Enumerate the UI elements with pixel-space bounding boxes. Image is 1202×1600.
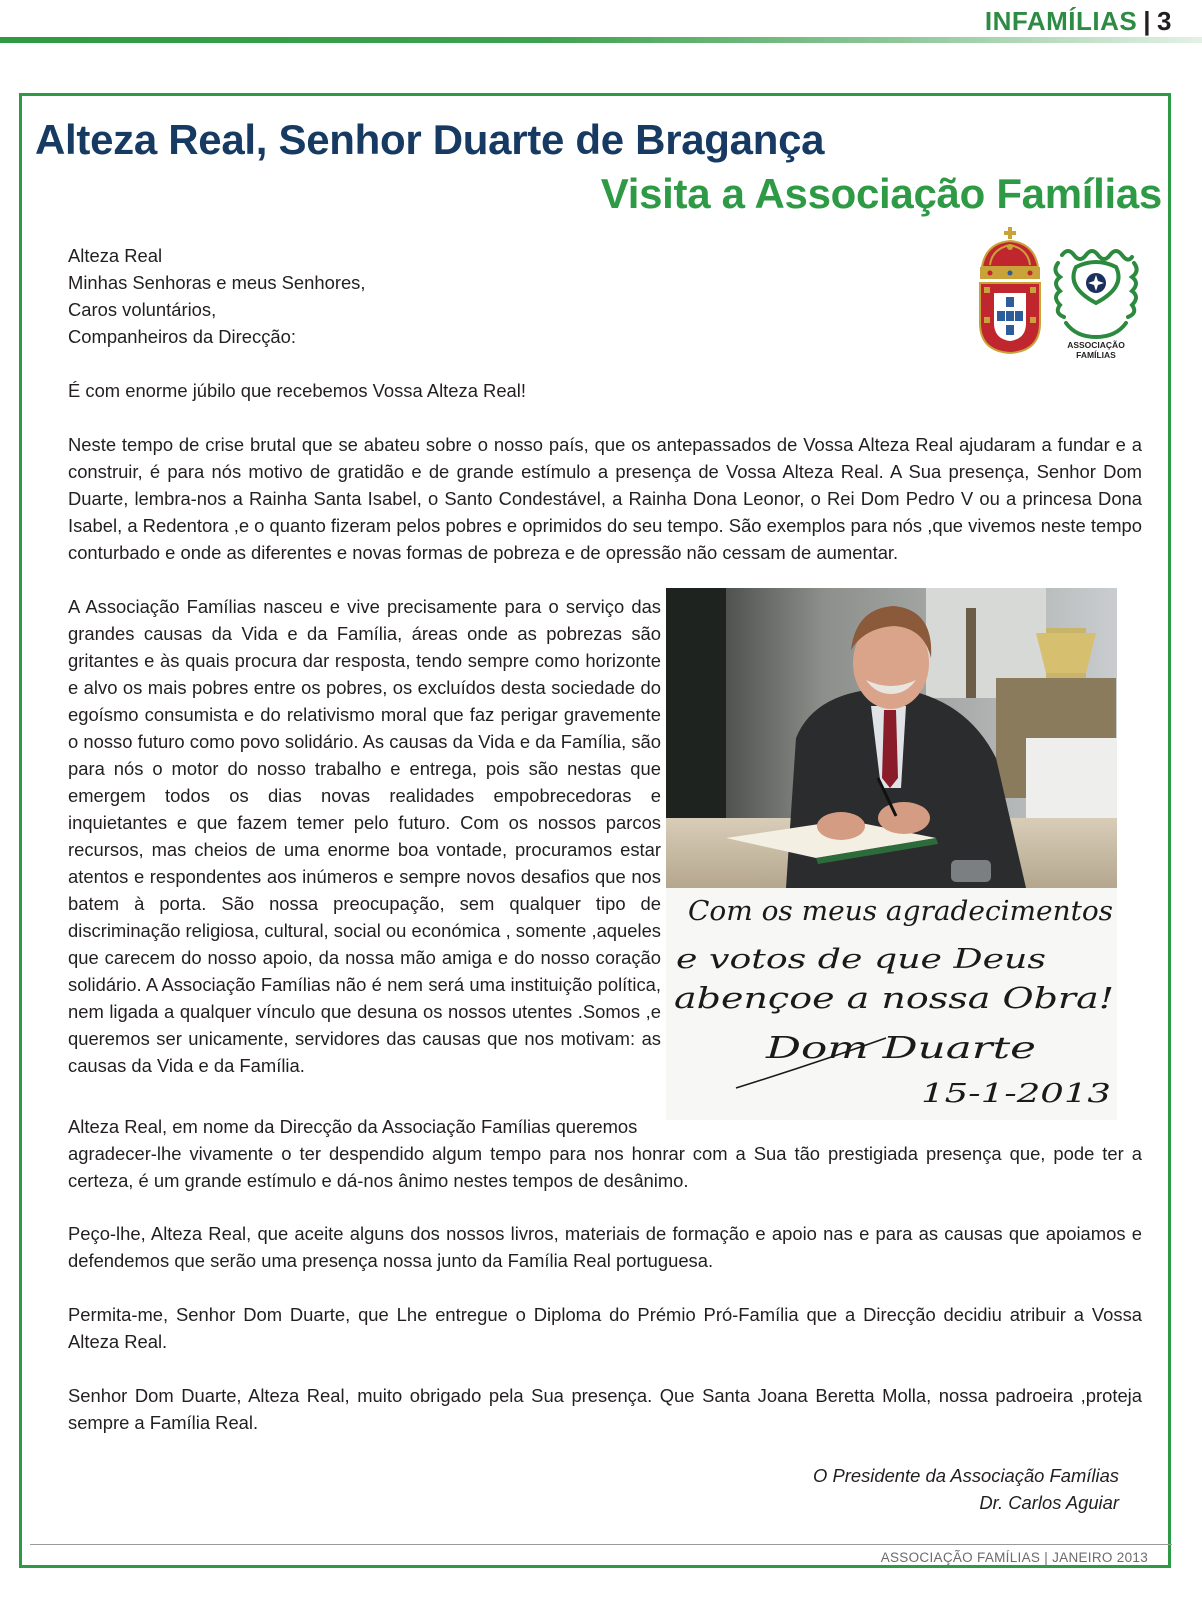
header-title [985, 6, 1172, 37]
handwriting-signed: Dom Duarte [764, 1031, 1036, 1066]
signature-name: Dr. Carlos Aguiar [979, 1492, 1119, 1513]
paragraph-thanks [68, 1113, 1142, 1194]
association-logo-text [1052, 340, 1140, 360]
paragraph-crisis: Neste tempo de crise brutal que se abateu sobre o nosso país, que os antepassados de Vossa Alteza Real ajudaram a fundar e a construir, é para nós motivo de gratidão e de grande estímulo a presença de Vossa Alteza Real. A Sua presença, Senhor Dom Duarte, lembra-nos a Rainha Santa Isabel, o Santo Condestável, a Rainha Dona Leonor, o Rei Dom Pedro V ou a princesa Dona Isabel, a Redentora ,e o quanto fizeram pelos pobres e oprimidos do seu tempo. São exemplos para nós ,que vivemos neste tempo conturbado e onde as diferentes e novas formas de pobreza e de opressão não cessam de aumentar. [68, 434, 1142, 563]
handwriting-line-3: abençoe a nossa Obra! [674, 981, 1114, 1015]
paragraph-diploma: Permita-me, Senhor Dom Duarte, que Lhe entregue o Diploma do Prémio Pró-Família que a Direcção decidiu atribuir a Vossa Alteza Real. [68, 1304, 1142, 1352]
article-title: Alteza Real, Senhor Duarte de Bragança [35, 116, 825, 163]
footer-rule [30, 1544, 1172, 1545]
article-subtitle: Visita a Associação Famílias [600, 170, 1162, 217]
magazine-name: INFAMÍLIAS [984, 6, 1138, 36]
association-logo-text-line2: FAMÍLIAS [1076, 350, 1116, 360]
header-separator: | [1143, 6, 1152, 36]
handwritten-dedication [666, 888, 1117, 1120]
handwriting-line-1: Com os meus agradecimentos [688, 896, 1113, 927]
signature-role: O Presidente da Associação Famílias [813, 1465, 1119, 1486]
paragraph-closing: Senhor Dom Duarte, Alteza Real, muito obrigado pela Sua presença. Que Santa Joana Beretta Molla, nossa padroeira ,proteja sempre a Família Real. [68, 1385, 1142, 1433]
greeting-block [68, 242, 568, 350]
greeting-line: Alteza Real [68, 245, 163, 266]
association-logo-text-line1: ASSOCIAÇÃO [1067, 340, 1125, 350]
greeting-line: Minhas Senhoras e meus Senhores, [68, 272, 366, 293]
signature-block [813, 1462, 1119, 1516]
footer-text: ASSOCIAÇÃO FAMÍLIAS | JANEIRO 2013 [880, 1550, 1148, 1565]
greeting-line: Caros voluntários, [68, 299, 217, 320]
handwriting-line-2: e votos de que Deus [676, 944, 1046, 975]
intro-sentence: É com enorme júbilo que recebemos Vossa Alteza Real! [68, 380, 526, 401]
handwriting-date: 15-1-2013 [921, 1079, 1111, 1109]
page-number: 3 [1157, 6, 1172, 36]
header-rule [0, 37, 1202, 43]
paragraph-books: Peço-lhe, Alteza Real, que aceite alguns dos nossos livros, materiais de formação e apoio nas e para as causas que apoiamos e defendemos que serão uma presença nossa junto da Família Real portuguesa. [68, 1223, 1142, 1271]
photo-duke-signing-book [666, 588, 1117, 888]
greeting-line: Companheiros da Direcção: [68, 326, 296, 347]
paragraph-thanks-first-line: Alteza Real, em nome da Direcção da Associação Famílias queremos [68, 1116, 638, 1137]
portuguese-royal-crest-icon [976, 227, 1044, 355]
paragraph-association: A Associação Famílias nasceu e vive precisamente para o serviço das grandes causas da Vida e da Família, áreas onde as pobrezas são gritantes e às quais procura dar resposta, tendo sempre como horizonte e alvo os mais pobres entre os pobres, os excluídos desta sociedade do egoísmo consumista e do relativismo moral que faz perigar gravemente o nosso futuro como povo solidário. As causas da Vida e da Família, são para nós o motor do nosso trabalho e entrega, pois são nestas que emergem todos os dias novas realidades empobrecedoras e inquietantes e que fazem temer pelo futuro. Com os nossos parcos recursos, mas cheios de uma enorme boa vontade, procuramos estar atentos e respondentes aos inúmeros e sempre novos desafios que nos batem à porta. São nossa preocupação, sem qualquer tipo de discriminação religiosa, cultural, social ou económica , somente ,aqueles que carecem do nosso apoio, da nossa mão amiga e do nosso coração solidário. A Associação Famílias não é nem será uma instituição política, nem ligada a qualquer vínculo que desuna os nossos utentes .Somos ,e queremos ser unicamente, servidores das causas que nos motivam: as causas da Vida e da Família. [68, 596, 661, 1076]
paragraph-thanks-rest: agradecer-lhe vivamente o ter despendido algum tempo para nos honrar com a Sua tão prestigiada presença que, pode ter a certeza, é um grande estímulo e dá-nos ânimo nestes tempos de desânimo. [68, 1143, 1142, 1191]
